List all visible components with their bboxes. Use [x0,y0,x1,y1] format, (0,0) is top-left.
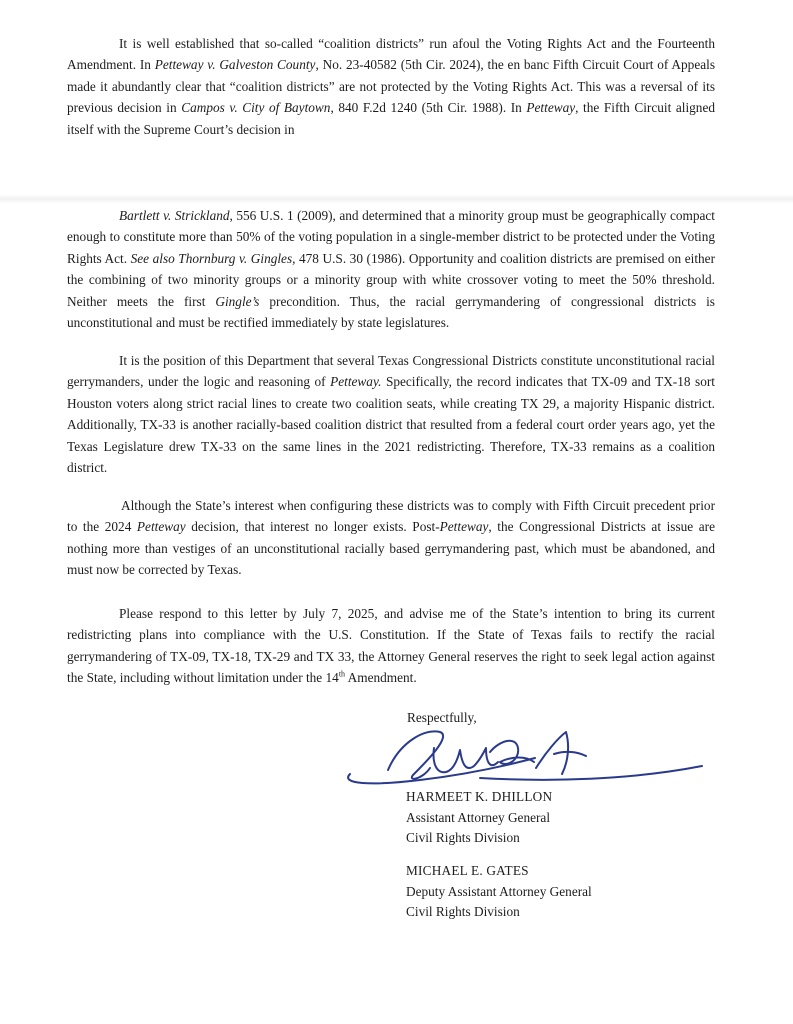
paragraph-4-text-1: Although the State’s interest when configuring these districts was to comply with Fifth Circuit precedent prior to the 2024 [67,498,715,535]
case-citation-gingles: Gingle’s [215,293,260,309]
paragraph-3-text-2: Specifically, the record indicates that TX-09 and TX-18 sort Houston voters along strict racial lines to create two coalition seats, while creating TX 29, a majority Hispanic district. Additionally, TX-33 is another racially-based coalition district that resulted from a federal court order years ago, yet the Texas Legislature drew TX-33 on the same lines in the 2021 redistricting. Therefore, TX-33 remains as a coalition district. [67,374,715,476]
case-citation-petteway-short: Petteway [526,100,576,116]
case-citation-thornburg: See also Thornburg v. Gingles, [130,250,296,266]
paragraph-2 [67,205,715,333]
paragraph-1-text-3: , 840 F.2d 1240 (5th Cir. 1988). In [330,100,527,116]
signer-2-name: MICHAEL E. GATES [406,863,529,878]
paragraph-3 [67,350,715,478]
signer-1-title: Assistant Attorney General [406,809,551,825]
paragraph-4-text-3: , the Congressional Districts at issue are nothing more than vestiges of an unconstitutional racially based gerrymandering past, which must be abandoned, and must now be corrected by Texas. [67,519,716,578]
signature-block-1 [406,787,736,849]
paragraph-4 [67,495,715,581]
paragraph-2-text-2: 478 U.S. 30 (1986). Opportunity and coalition districts are premised on either the combining of two minority groups or a minority group with white crossover voting to meet the 50% threshold. Neither meets the first [67,250,715,309]
paragraph-1-text-2: , No. 23-40582 (5th Cir. 2024), the en banc Fifth Circuit Court of Appeals made it abundantly clear that “coalition districts” are not protected by the Voting Rights Act. This was a reversal of its previous decision in [67,57,716,116]
paragraph-2-text-1: , 556 U.S. 1 (2009), and determined that a minority group must be geographically compact enough to constitute more than 50% of the voting population in a single-member district to be protected under the Voting Rights Act. [67,208,715,266]
paragraph-5-text-1: Please respond to this letter by July 7, 2025, and advise me of the State’s intention to bring its current redistricting plans into compliance with the U.S. Constitution. If the State of Texas fails to rectify the racial gerrymandering of TX-09, TX-18, TX-29 and TX 33, the Attorney General reserves the right to seek legal action against the State, including without limitation under the 14 [67,606,715,686]
case-citation-petteway: Petteway v. Galveston County [154,57,316,73]
paragraph-1-text-4: , the Fifth Circuit aligned itself with the Supreme Court’s decision in [67,100,715,137]
signer-1-division: Civil Rights Division [406,830,520,845]
paragraph-5 [67,603,715,689]
ordinal-superscript: th [338,669,346,679]
paragraph-1 [67,33,715,140]
page-fold-shadow [0,194,793,204]
case-citation-bartlett: Bartlett v. Strickland [119,208,230,223]
case-citation-post-petteway: Petteway [439,519,489,535]
paragraph-2-text-3: precondition. Thus, the racial gerrymandering of congressional districts is unconstitutional and must be rectified immediately by state legislatures. [67,293,715,331]
signature-block-2 [406,861,736,923]
case-citation-petteway-2024: Petteway [136,519,186,535]
signer-2-title: Deputy Assistant Attorney General [406,883,592,899]
case-citation-campos: Campos v. City of Baytown [181,100,331,116]
paragraph-4-text-2: decision, that interest no longer exists. Post- [185,519,440,535]
salutation: Respectfully, [407,710,477,725]
signer-1-name: HARMEET K. DHILLON [406,789,553,804]
paragraph-5-text-2: Amendment. [345,670,417,686]
paragraph-1-text-1: It is well established that so-called “coalition districts” run afoul the Voting Rights Act and the Fourteenth Amendment. In [67,36,715,73]
paragraph-3-text-1: It is the position of this Department that several Texas Congressional Districts constitute unconstitutional racial gerrymanders, under the logic and reasoning of [67,353,715,390]
signer-2-division: Civil Rights Division [406,904,520,919]
case-citation-petteway-ref: Petteway. [330,374,382,390]
